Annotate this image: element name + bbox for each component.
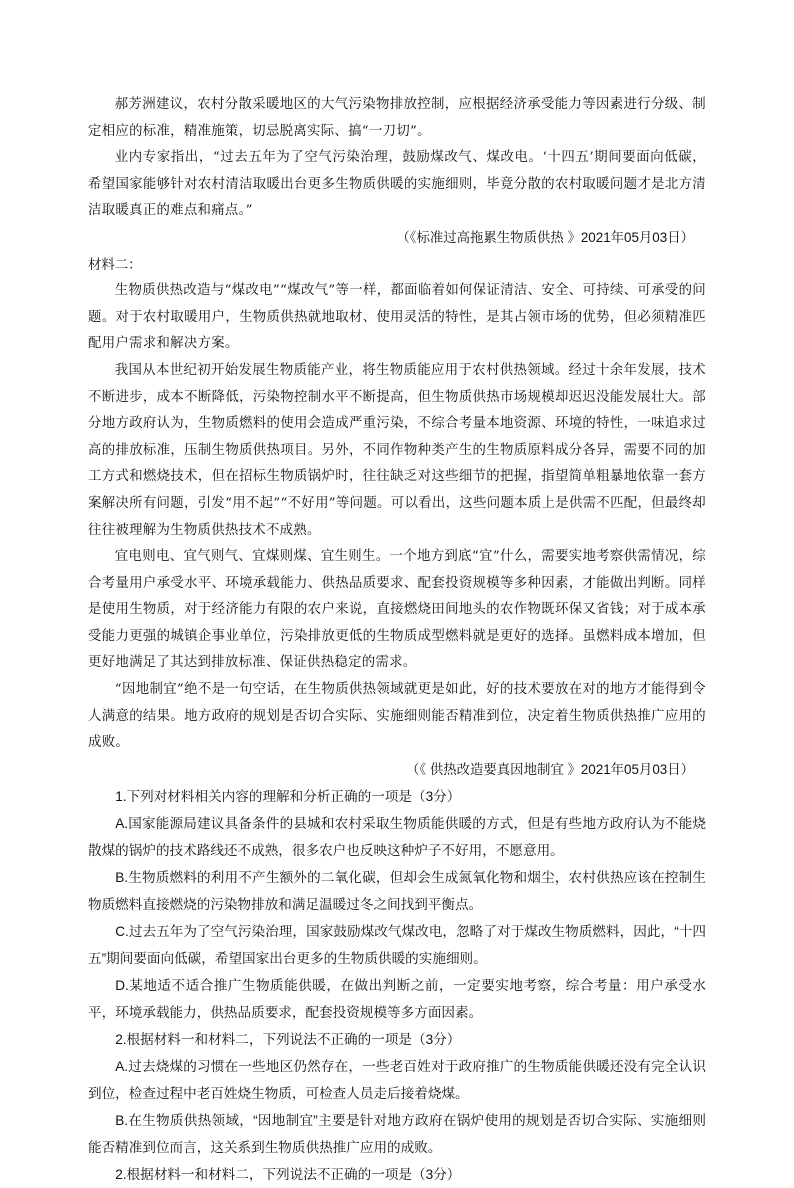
paragraph: 我国从本世纪初开始发展生物质能产业，将生物质能应用于农村供热领域。经过十余年发展，技术不断进步，成本不断降低，污染物控制水平不断提高，但生物质供热市场规模却迟迟没能发展壮大。部分地方政府认为，生物质燃料的使用会造成严重污染，不综合考量本地资源、环境的特性，一味追求过高的排放标准，压制生物质供热项目。另外，不同作物种类产生的生物质原料成分各异，需要不同的加工方式和燃烧技术，但在招标生物质锅炉时，往往缺乏对这些细节的把握，指望简单粗暴地依靠一套方案解决所有问题，引发“用不起”“不好用”等问题。可以看出，这些问题本质上是供需不匹配，但最终却往往被理解为生物质供热技术不成熟。 xyxy=(88,362,706,538)
paragraph: 郝芳洲建议，农村分散采暖地区的大气污染物排放控制，应根据经济承受能力等因素进行分级、制定相应的标准，精准施策，切忌脱离实际、搞“一刀切”。 xyxy=(88,97,706,139)
question-stem: 2.根据材料一和材料二，下列说法不正确的一项是（3分） xyxy=(115,1167,461,1183)
question-stem: 1.下列对材料相关内容的理解和分析正确的一项是（3分） xyxy=(115,789,461,805)
paragraph: 宜电则电、宜气则气、宜煤则煤、宜生则生。一个地方到底“宜”什么，需要实地考察供需情况，综合考量用户承受水平、环境承载能力、供热品质要求、配套投资规模等多种因素，才能做出判断。同样是使用生物质，对于经济能力有限的农户来说，直接燃烧田间地头的农作物既环保又省钱；对于成本承受能力更强的城镇企事业单位，污染排放更低的生物质成型燃料就是更好的选择。虽燃料成本增加，但更好地满足了其达到排放标准、保证供热稳定的需求。 xyxy=(88,549,706,671)
answer-option: A.国家能源局建议具备条件的县城和农村采取生物质能供暖的方式，但是有些地方政府认为不能烧散煤的锅炉的技术路线还不成熟，很多农户也反映这种炉子不好用，不愿意用。 xyxy=(88,816,706,859)
answer-option: B.在生物质供热领域，“因地制宜”主要是针对地方政府在锅炉使用的规划是否切合实际、实施细则能否精准到位而言，这关系到生物质供热推广应用的成败。 xyxy=(88,1113,706,1156)
document-page xyxy=(88,92,706,1188)
paragraph: 生物质供热改造与“煤改电”“煤改气”等一样，都面临着如何保证清洁、安全、可持续、可承受的问题。对于农村取暖用户，生物质供热就地取材、使用灵活的特性，是其占领市场的优势，但必须精准匹配用户需求和解决方案。 xyxy=(88,283,706,352)
paragraph: “因地制宜”绝不是一句空话，在生物质供热领域就更是如此，好的技术要放在对的地方才能得到令人满意的结果。地方政府的规划是否切合实际、实施细则能否精准到位，决定着生物质供热推广应用的成败。 xyxy=(88,682,706,751)
answer-option: D.某地适不适合推广生物质能供暖，在做出判断之前，一定要实地考察，综合考量：用户承受水平，环境承载能力，供热品质要求，配套投资规模等多方面因素。 xyxy=(88,978,706,1021)
answer-option: B.生物质燃料的利用不产生额外的二氧化碳，但却会生成氮氧化物和烟尘，农村供热应该在控制生物质燃料直接燃烧的污染物排放和满足温暖过冬之间找到平衡点。 xyxy=(88,870,706,913)
material-heading: 材料二： xyxy=(88,256,142,272)
answer-option: C.过去五年为了空气污染治理，国家鼓励煤改气煤改电，忽略了对于煤改生物质燃料，因此，“十四五”期间要面向低碳，希望国家出台更多的生物质供暖的实施细则。 xyxy=(88,924,706,967)
source-citation: （《 供热改造要真因地制宜 》2021年05月03日） xyxy=(406,761,694,777)
paragraph: 业内专家指出，“过去五年为了空气污染治理，鼓励煤改气、煤改电。‘十四五’期间要面向低碳，希望国家能够针对农村清洁取暖出台更多生物质供暖的实施细则，毕竟分散的农村取暖问题才是北方清洁取暖真正的难点和痛点。” xyxy=(88,150,706,219)
question-stem: 2.根据材料一和材料二，下列说法不正确的一项是（3分） xyxy=(115,1032,461,1048)
answer-option: A.过去烧煤的习惯在一些地区仍然存在，一些老百姓对于政府推广的生物质能供暖还没有完全认识到位，检查过程中老百姓烧生物质，可检查人员走后接着烧煤。 xyxy=(88,1059,706,1102)
source-citation: （《标准过高拖累生物质供热 》2021年05月03日） xyxy=(396,229,694,245)
